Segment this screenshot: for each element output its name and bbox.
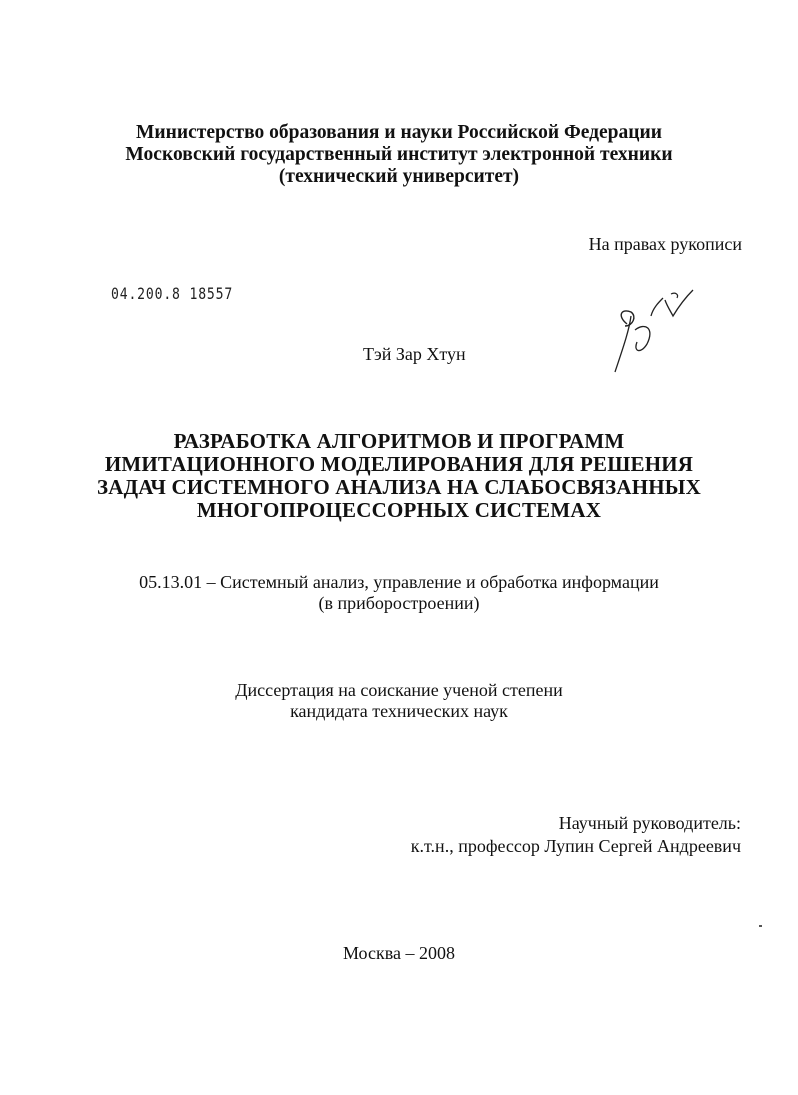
scan-speck (759, 925, 762, 927)
supervisor-block (411, 812, 741, 858)
title-line: РАЗРАБОТКА АЛГОРИТМОВ И ПРОГРАММ (173, 429, 625, 453)
place-and-year: Москва – 2008 (343, 943, 455, 963)
specialty-line-2: (в приборостроении) (318, 593, 480, 613)
ministry-line: Министерство образования и науки Российской Федерации (136, 122, 662, 143)
degree-line-1: Диссертация на соискание ученой степени (235, 680, 563, 700)
specialty-line-1: 05.13.01 – Системный анализ, управление и обработка информации (139, 572, 659, 592)
institute-line: Московский государственный институт электронной техники (125, 144, 673, 165)
handwritten-signature (605, 286, 705, 378)
dissertation-title (0, 430, 798, 522)
title-line: МНОГОПРОЦЕССОРНЫХ СИСТЕМАХ (196, 498, 602, 522)
supervisor-name: к.т.н., профессор Лупин Сергей Андреевич (410, 836, 741, 856)
supervisor-label: Научный руководитель: (558, 813, 741, 833)
author-name: Тэй Зар Хтун (363, 344, 466, 364)
title-line: ИМИТАЦИОННОГО МОДЕЛИРОВАНИЯ ДЛЯ РЕШЕНИЯ (104, 452, 694, 476)
specialty-code (0, 572, 798, 614)
registration-number: 04.200.8 18557 (111, 284, 234, 303)
institute-type-line: (технический университет) (278, 166, 520, 187)
degree-line-2: кандидата технических наук (290, 701, 508, 721)
degree-statement (0, 680, 798, 722)
manuscript-rights-note: На правах рукописи (588, 234, 742, 254)
title-line: ЗАДАЧ СИСТЕМНОГО АНАЛИЗА НА СЛАБОСВЯЗАННЫХ (96, 475, 701, 499)
institution-header (0, 122, 798, 188)
